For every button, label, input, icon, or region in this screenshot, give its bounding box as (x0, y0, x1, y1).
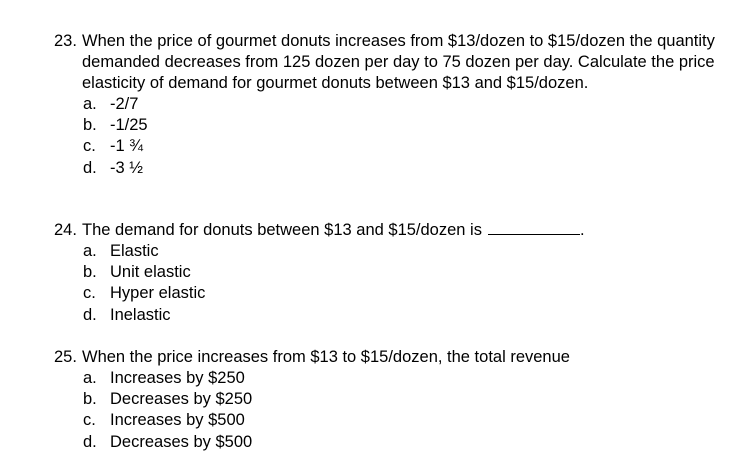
option-letter: a. (83, 242, 97, 260)
question-text-wrapper (82, 220, 734, 241)
question-23 (54, 31, 734, 179)
option-c (83, 283, 734, 304)
option-text: Increases by $500 (110, 411, 245, 430)
question-stem (54, 220, 734, 241)
option-letter: c. (83, 411, 96, 430)
option-text: -1/25 (110, 116, 148, 135)
option-d (83, 158, 734, 179)
option-list (54, 94, 734, 179)
option-letter: b. (83, 116, 97, 135)
option-text: Decreases by $500 (110, 432, 253, 451)
option-a (83, 368, 734, 389)
option-letter: b. (83, 263, 97, 282)
option-text: -3 ½ (110, 158, 144, 177)
option-letter: d. (83, 432, 97, 451)
question-24 (54, 220, 734, 326)
option-d (83, 305, 734, 326)
option-c (83, 136, 734, 157)
option-list (54, 368, 734, 453)
option-a (83, 94, 734, 115)
option-letter: b. (83, 390, 97, 409)
option-letter: d. (83, 158, 97, 177)
option-c (83, 410, 734, 431)
option-text: Unit elastic (110, 263, 191, 282)
option-b (83, 389, 734, 410)
option-list (54, 241, 734, 326)
question-text: The demand for donuts between $13 and $15/dozen is (82, 221, 482, 239)
option-text: Increases by $250 (110, 369, 245, 387)
question-number: 24. (54, 221, 77, 239)
option-b (83, 262, 734, 283)
option-text: -2/7 (110, 95, 139, 113)
question-text: When the price of gourmet donuts increases from $13/dozen to $15/dozen the quantity demanded decreases from 125 dozen per day to 75 dozen per day. Calculate the price elasticity of demand for gourmet donuts between $13 and $15/dozen. (82, 32, 715, 92)
option-text: Hyper elastic (110, 284, 206, 303)
option-d (83, 432, 734, 453)
question-stem (54, 31, 734, 94)
option-a (83, 241, 734, 262)
answer-blank (488, 220, 580, 235)
question-25 (54, 347, 734, 453)
option-b (83, 115, 734, 136)
question-stem (54, 347, 734, 368)
question-text-end: . (579, 221, 585, 239)
option-letter: c. (83, 284, 96, 303)
option-text: Decreases by $250 (110, 390, 253, 409)
option-letter: a. (83, 95, 97, 113)
option-text: -1 ¾ (110, 137, 144, 156)
question-number: 25. (54, 348, 77, 366)
option-letter: c. (83, 137, 96, 156)
option-text: Inelastic (110, 305, 171, 324)
question-text: When the price increases from $13 to $15/dozen, the total revenue (82, 348, 570, 366)
question-number: 23. (54, 32, 77, 50)
option-letter: d. (83, 305, 97, 324)
option-letter: a. (83, 369, 97, 387)
option-text: Elastic (110, 242, 159, 260)
